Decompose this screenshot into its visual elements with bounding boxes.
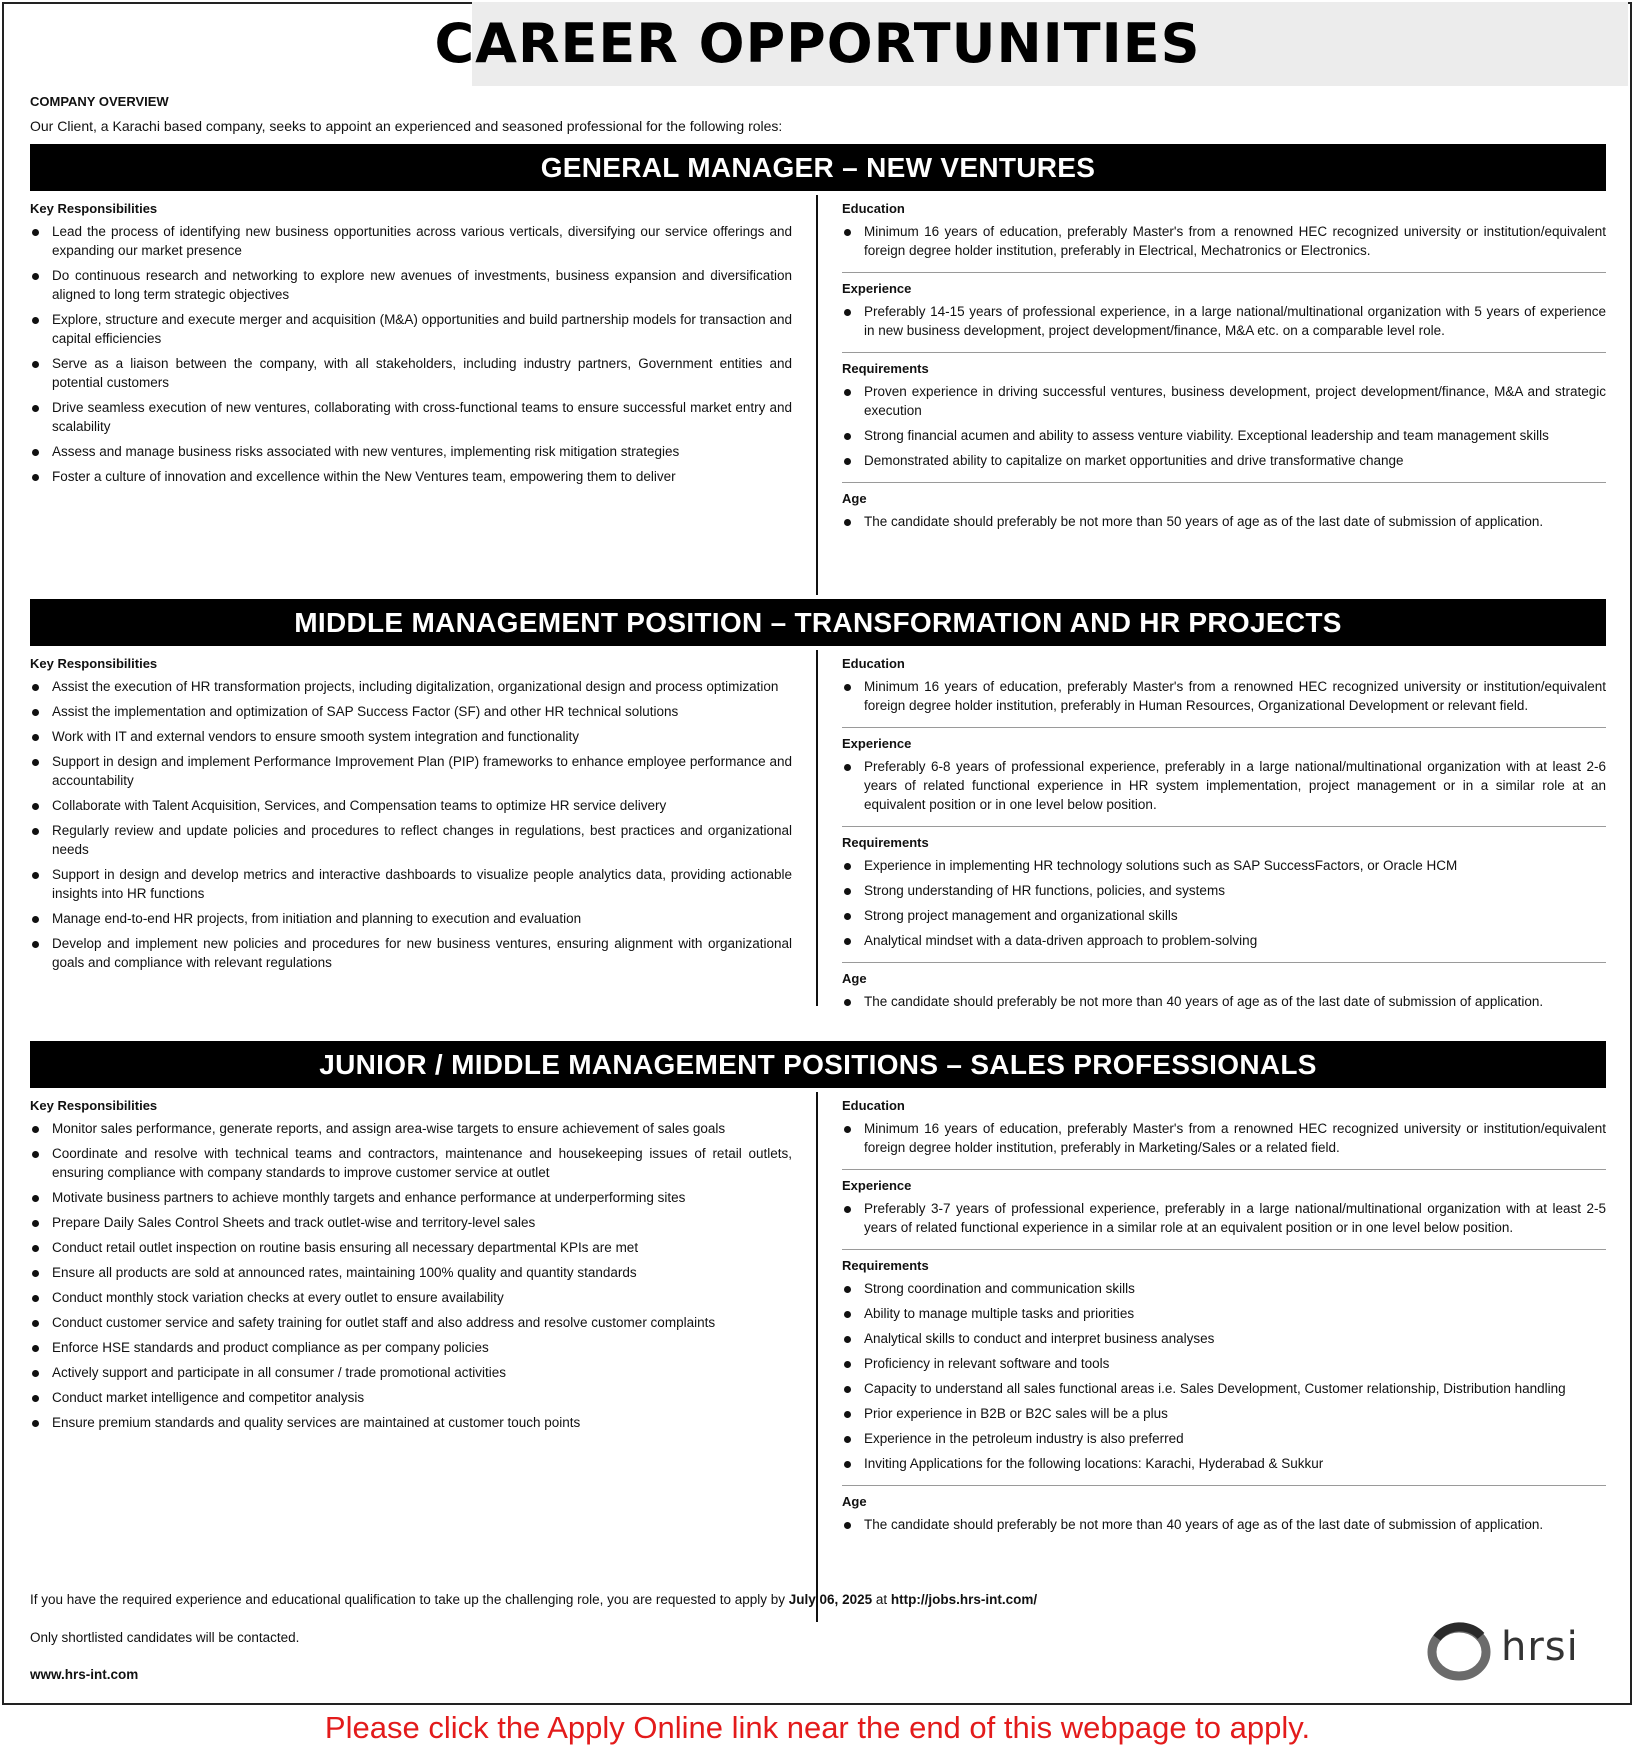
section-experience (842, 1178, 1606, 1250)
section-heading: Experience (842, 736, 912, 751)
list-item: Foster a culture of innovation and excellence within the New Ventures team, empowering them to deliver (30, 467, 792, 486)
section-heading: Key Responsibilities (30, 1098, 158, 1113)
bullet-list (842, 302, 1606, 340)
bullet-icon (32, 1220, 39, 1227)
list-item: Assist the implementation and optimization of SAP Success Factor (SF) and other HR technical solutions (30, 702, 792, 721)
list-item: Collaborate with Talent Acquisition, Services, and Compensation teams to optimize HR service delivery (30, 796, 792, 815)
list-item: Analytical mindset with a data-driven approach to problem-solving (842, 931, 1606, 950)
bullet-list (842, 856, 1606, 950)
bullet-list (842, 1515, 1606, 1534)
overview-heading: COMPANY OVERVIEW (30, 94, 169, 109)
bullet-list (842, 992, 1606, 1011)
bullet-icon (32, 941, 39, 948)
bullet-icon (844, 519, 851, 526)
section-requirements (842, 361, 1606, 483)
list-item: Strong project management and organizational skills (842, 906, 1606, 925)
bullet-icon (844, 888, 851, 895)
page-title: CAREER OPPORTUNITIES (434, 12, 1201, 75)
bullet-icon (844, 1126, 851, 1133)
section-age (842, 971, 1606, 1023)
section-education (842, 1098, 1606, 1170)
website-link[interactable]: www.hrs-int.com (30, 1667, 139, 1682)
bullet-icon (32, 474, 39, 481)
section-heading: Key Responsibilities (30, 201, 158, 216)
left-column (30, 656, 792, 992)
apply-online-notice: Please click the Apply Online link near the end of this webpage to apply. (324, 1710, 1311, 1745)
list-item: Serve as a liaison between the company, with all stakeholders, including industry partners, Government entities and potential customers (30, 354, 792, 392)
bullet-icon (844, 913, 851, 920)
shortlisted-note: Only shortlisted candidates will be contacted. (30, 1630, 300, 1645)
bullet-icon (32, 1195, 39, 1202)
bullet-icon (844, 999, 851, 1006)
section-heading: Requirements (842, 835, 929, 850)
bullet-icon (32, 1320, 39, 1327)
list-item: Support in design and implement Performance Improvement Plan (PIP) frameworks to enhance employee performance and accountability (30, 752, 792, 790)
section-heading: Requirements (842, 361, 929, 376)
column-divider (816, 1092, 818, 1622)
bullet-icon (32, 1345, 39, 1352)
bullet-icon (32, 1126, 39, 1133)
bullet-icon (32, 803, 39, 810)
bullet-icon (844, 764, 851, 771)
section-heading: Key Responsibilities (30, 656, 158, 671)
bullet-icon (32, 1395, 39, 1402)
list-item: Experience in implementing HR technology solutions such as SAP SuccessFactors, or Oracle HCM (842, 856, 1606, 875)
overview-text: Our Client, a Karachi based company, seeks to appoint an experienced and seasoned professional for the following roles: (30, 118, 783, 134)
list-item: Demonstrated ability to capitalize on market opportunities and drive transformative change (842, 451, 1606, 470)
bullet-list (842, 677, 1606, 715)
bullet-icon (32, 828, 39, 835)
bullet-icon (32, 229, 39, 236)
job-sales-professionals (30, 1041, 1606, 1532)
bullet-icon (844, 1386, 851, 1393)
section-experience (842, 736, 1606, 827)
section-key-responsibilities (30, 656, 792, 984)
bullet-icon (32, 734, 39, 741)
bullet-icon (844, 389, 851, 396)
section-heading: Age (842, 1494, 867, 1509)
bullet-icon (32, 317, 39, 324)
bullet-icon (32, 1370, 39, 1377)
column-divider (816, 650, 818, 1006)
bullet-icon (844, 684, 851, 691)
bullet-icon (844, 1311, 851, 1318)
list-item: Experience in the petroleum industry is also preferred (842, 1429, 1606, 1448)
apply-url-link[interactable]: http://jobs.hrs-int.com/ (890, 1592, 1038, 1607)
bullet-icon (32, 872, 39, 879)
list-item: Analytical skills to conduct and interpret business analyses (842, 1329, 1606, 1348)
bullet-icon (844, 1361, 851, 1368)
section-age (842, 491, 1606, 543)
bullet-icon (32, 1245, 39, 1252)
list-item: Strong financial acumen and ability to assess venture viability. Exceptional leadership and team management skills (842, 426, 1606, 445)
list-item: Proficiency in relevant software and tools (842, 1354, 1606, 1373)
bullet-icon (32, 916, 39, 923)
list-item: The candidate should preferably be not more than 40 years of age as of the last date of submission of application. (842, 1515, 1606, 1534)
section-experience (842, 281, 1606, 353)
list-item: The candidate should preferably be not more than 50 years of age as of the last date of submission of application. (842, 512, 1606, 531)
bullet-icon (844, 1336, 851, 1343)
bullet-icon (844, 458, 851, 465)
bullet-icon (32, 273, 39, 280)
bullet-icon (32, 405, 39, 412)
bullet-list (842, 222, 1606, 260)
bullet-icon (32, 709, 39, 716)
list-item: Manage end-to-end HR projects, from initiation and planning to execution and evaluation (30, 909, 792, 928)
list-item: Work with IT and external vendors to ensure smooth system integration and functionality (30, 727, 792, 746)
list-item: Preferably 3-7 years of professional experience, preferably in a large national/multinational organization with at least 2-5 years of related functional experience in a similar role at an equivalent position or in one level below position. (842, 1199, 1606, 1237)
bullet-list (842, 1199, 1606, 1237)
list-item: Prepare Daily Sales Control Sheets and track outlet-wise and territory-level sales (30, 1213, 792, 1232)
list-item: Minimum 16 years of education, preferably Master's from a renowned HEC recognized university or institution/equivalent foreign degree holder institution, preferably in Human Resources, Organizational Development or relevant field. (842, 677, 1606, 715)
list-item: Support in design and develop metrics and interactive dashboards to visualize people analytics data, providing actionable insights into HR functions (30, 865, 792, 903)
left-column (30, 201, 792, 506)
hrsi-ring-icon (1425, 1618, 1497, 1684)
bullet-icon (844, 229, 851, 236)
list-item: Preferably 14-15 years of professional experience, in a large national/multinational organization with 5 years of experience in new business development, project development/finance, M&A etc. on a comparable level role. (842, 302, 1606, 340)
list-item: Proven experience in driving successful ventures, business development, project development/finance, M&A and strategic execution (842, 382, 1606, 420)
list-item: Ensure all products are sold at announced rates, maintaining 100% quality and quantity standards (30, 1263, 792, 1282)
job-title-bar: GENERAL MANAGER – NEW VENTURES (30, 144, 1606, 191)
list-item: Conduct retail outlet inspection on routine basis ensuring all necessary departmental KPIs are met (30, 1238, 792, 1257)
bullet-icon (32, 1420, 39, 1427)
list-item: Ability to manage multiple tasks and priorities (842, 1304, 1606, 1323)
section-education (842, 656, 1606, 728)
bullet-icon (32, 449, 39, 456)
list-item: Motivate business partners to achieve monthly targets and enhance performance at underperforming sites (30, 1188, 792, 1207)
job-title-bar: MIDDLE MANAGEMENT POSITION – TRANSFORMATION AND HR PROJECTS (30, 599, 1606, 646)
job-title-bar: JUNIOR / MIDDLE MANAGEMENT POSITIONS – SALES PROFESSIONALS (30, 1041, 1606, 1088)
logo-text: hrsi (1501, 1624, 1579, 1670)
section-heading: Experience (842, 281, 912, 296)
apply-instructions: If you have the required experience and educational qualification to take up the challenging role, you are requested to apply by July 06, 2025 at http://jobs.hrs-int.com/ (30, 1592, 1038, 1607)
list-item: Strong coordination and communication skills (842, 1279, 1606, 1298)
list-item: Actively support and participate in all consumer / trade promotional activities (30, 1363, 792, 1382)
list-item: Ensure premium standards and quality services are maintained at customer touch points (30, 1413, 792, 1432)
bullet-list (842, 382, 1606, 470)
section-heading: Requirements (842, 1258, 929, 1273)
column-divider (816, 195, 818, 595)
right-column (842, 656, 1606, 1031)
section-key-responsibilities (30, 1098, 792, 1444)
list-item: The candidate should preferably be not more than 40 years of age as of the last date of submission of application. (842, 992, 1606, 1011)
section-key-responsibilities (30, 201, 792, 498)
bullet-icon (32, 1270, 39, 1277)
list-item: Conduct market intelligence and competitor analysis (30, 1388, 792, 1407)
list-item: Drive seamless execution of new ventures, collaborating with cross-functional teams to ensure successful market entry and scalability (30, 398, 792, 436)
bullet-icon (844, 1286, 851, 1293)
section-requirements (842, 835, 1606, 963)
bullet-icon (32, 1151, 39, 1158)
list-item: Minimum 16 years of education, preferably Master's from a renowned HEC recognized university or institution/equivalent foreign degree holder institution, preferably in Electrical, Mechatronics or Electronics. (842, 222, 1606, 260)
section-heading: Education (842, 656, 905, 671)
section-heading: Education (842, 1098, 905, 1113)
right-column (842, 201, 1606, 551)
list-item: Assist the execution of HR transformation projects, including digitalization, organizational design and process optimization (30, 677, 792, 696)
bullet-icon (32, 759, 39, 766)
list-item: Do continuous research and networking to explore new avenues of investments, business expansion and diversification aligned to long term strategic objectives (30, 266, 792, 304)
bullet-icon (844, 1206, 851, 1213)
bullet-list (30, 222, 792, 486)
list-item: Assess and manage business risks associated with new ventures, implementing risk mitigation strategies (30, 442, 792, 461)
bullet-list (30, 1119, 792, 1432)
bullet-icon (32, 1295, 39, 1302)
bullet-icon (844, 433, 851, 440)
job-hr-projects (30, 599, 1606, 1009)
left-column (30, 1098, 792, 1452)
list-item: Capacity to understand all sales functional areas i.e. Sales Development, Customer relationship, Distribution handling (842, 1379, 1606, 1398)
bullet-list (30, 677, 792, 972)
list-item: Conduct customer service and safety training for outlet staff and also address and resolve customer complaints (30, 1313, 792, 1332)
bullet-icon (32, 361, 39, 368)
list-item: Coordinate and resolve with technical teams and contractors, maintenance and housekeeping issues of retail outlets, ensuring compliance with company standards to improve customer service at outlet (30, 1144, 792, 1182)
section-heading: Experience (842, 1178, 912, 1193)
section-education (842, 201, 1606, 273)
bullet-icon (844, 1436, 851, 1443)
section-heading: Education (842, 201, 905, 216)
bullet-list (842, 1119, 1606, 1157)
job-general-manager (30, 144, 1606, 529)
list-item: Regularly review and update policies and procedures to reflect changes in regulations, best practices and organizational needs (30, 821, 792, 859)
section-age (842, 1494, 1606, 1546)
bullet-icon (844, 309, 851, 316)
bullet-list (842, 512, 1606, 531)
list-item: Preferably 6-8 years of professional experience, preferably in a large national/multinational organization with at least 2-6 years of related functional experience in HR system implementation, project management or in a similar role at an equivalent position or in one level below position. (842, 757, 1606, 814)
bullet-icon (844, 863, 851, 870)
bullet-icon (844, 938, 851, 945)
list-item: Develop and implement new policies and procedures for new business ventures, ensuring alignment with organizational goals and compliance with relevant regulations (30, 934, 792, 972)
section-heading: Age (842, 971, 867, 986)
list-item: Explore, structure and execute merger and acquisition (M&A) opportunities and build partnership models for transaction and capital efficiencies (30, 310, 792, 348)
list-item: Inviting Applications for the following locations: Karachi, Hyderabad & Sukkur (842, 1454, 1606, 1473)
bullet-icon (844, 1411, 851, 1418)
section-heading: Age (842, 491, 867, 506)
list-item: Strong understanding of HR functions, policies, and systems (842, 881, 1606, 900)
bullet-icon (32, 684, 39, 691)
bullet-icon (844, 1461, 851, 1468)
bullet-icon (844, 1522, 851, 1529)
list-item: Conduct monthly stock variation checks at every outlet to ensure availability (30, 1288, 792, 1307)
right-column (842, 1098, 1606, 1554)
list-item: Enforce HSE standards and product compliance as per company policies (30, 1338, 792, 1357)
hrsi-logo (1425, 1618, 1605, 1684)
list-item: Lead the process of identifying new business opportunities across various verticals, diversifying our service offerings and expanding our market presence (30, 222, 792, 260)
bullet-list (842, 1279, 1606, 1473)
list-item: Prior experience in B2B or B2C sales will be a plus (842, 1404, 1606, 1423)
list-item: Monitor sales performance, generate reports, and assign area-wise targets to ensure achievement of sales goals (30, 1119, 792, 1138)
bullet-list (842, 757, 1606, 814)
section-requirements (842, 1258, 1606, 1486)
list-item: Minimum 16 years of education, preferably Master's from a renowned HEC recognized university or institution/equivalent foreign degree holder institution, preferably in Marketing/Sales or a related field. (842, 1119, 1606, 1157)
apply-deadline: July 06, 2025 (788, 1592, 873, 1607)
